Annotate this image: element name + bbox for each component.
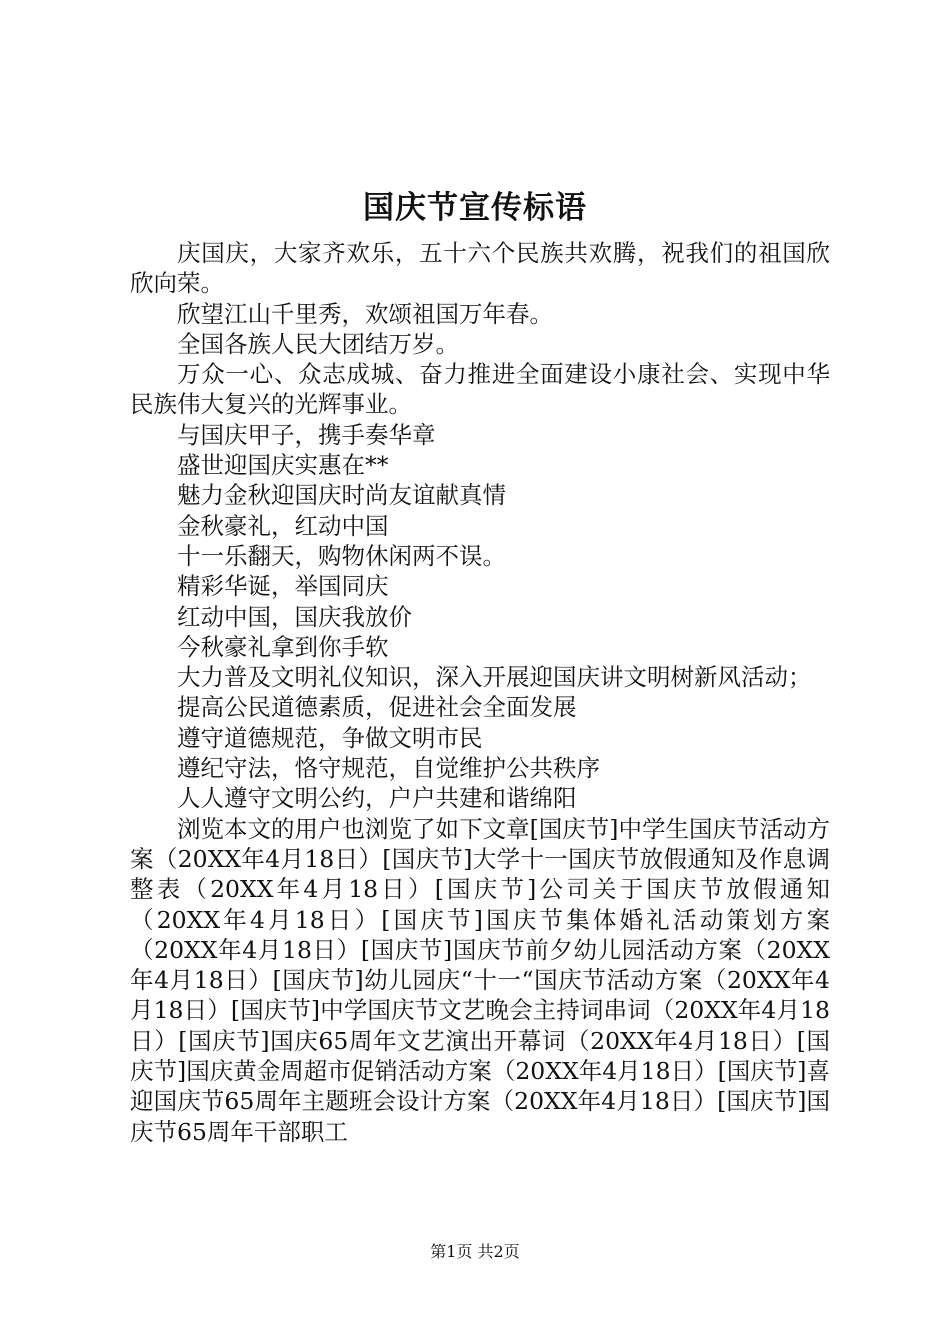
paragraph: 庆国庆，大家齐欢乐，五十六个民族共欢腾，祝我们的祖国欣欣向荣。 <box>130 239 830 298</box>
paragraph: 盛世迎国庆实惠在** <box>177 451 389 480</box>
document-body <box>130 238 830 1147</box>
paragraph: 魅力金秋迎国庆时尚友谊献真情 <box>177 481 506 510</box>
paragraph: 大力普及文明礼仪知识，深入开展迎国庆讲文明树新风活动； <box>177 663 812 692</box>
document-title: 国庆节宣传标语 <box>363 190 587 226</box>
paragraph: 红动中国，国庆我放价 <box>177 602 412 631</box>
paragraph: 遵守道德规范，争做文明市民 <box>177 723 483 752</box>
paragraph: 精彩华诞，举国同庆 <box>177 572 389 601</box>
paragraph: 万众一心、众志成城、奋力推进全面建设小康社会、实现中华民族伟大复兴的光辉事业。 <box>130 360 830 419</box>
paragraph: 遵纪守法，恪守规范，自觉维护公共秩序 <box>177 754 600 783</box>
paragraph: 人人遵守文明公约，户户共建和谐绵阳 <box>177 784 577 813</box>
paragraph: 十一乐翻天，购物休闲两不误。 <box>177 541 506 570</box>
paragraph: 欣望江山千里秀，欢颂祖国万年春。 <box>177 299 553 328</box>
paragraph: 与国庆甲子，携手奏华章 <box>177 420 436 449</box>
paragraph: 全国各族人民大团结万岁。 <box>177 329 459 358</box>
related-articles-paragraph: 浏览本文的用户也浏览了如下文章[国庆节]中学生国庆节活动方案（20XX年4月18日）[国庆节]大学十一国庆节放假通知及作息调整表（20XX年4月18日）[国庆节]公司关于国庆节放假通知（20XX年4月18日）[国庆节]国庆节集体婚礼活动策划方案（20XX年4月18日）[国庆节]国庆节前夕幼儿园活动方案（20XX年4月18日）[国庆节]幼儿园庆“十一“国庆节活动方案（20XX年4月18日）[国庆节]中学国庆节文艺晚会主持词串词（20XX年4月18日）[国庆节]国庆65周年文艺演出开幕词（20XX年4月18日）[国庆节]国庆黄金周超市促销活动方案（20XX年4月18日）[国庆节]喜迎国庆节65周年主题班会设计方案（20XX年4月18日）[国庆节]国庆节65周年干部职工 <box>130 814 830 1146</box>
page-number-footer: 第1页 共2页 <box>430 1242 520 1261</box>
paragraph: 金秋豪礼，红动中国 <box>177 511 389 540</box>
paragraph: 今秋豪礼拿到你手软 <box>177 632 389 661</box>
paragraph: 提高公民道德素质，促进社会全面发展 <box>177 693 577 722</box>
